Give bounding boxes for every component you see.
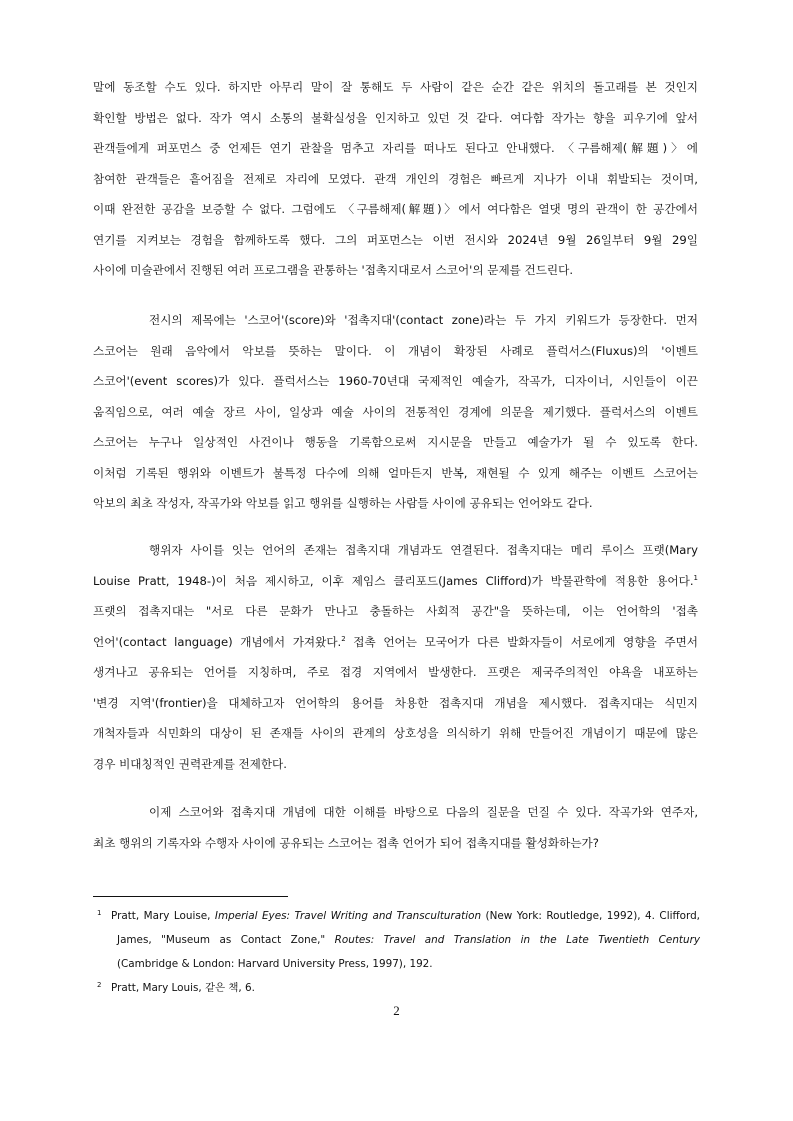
text-line: 생겨나고 공유되는 언어를 지칭하며, 주로 접경 지역에서 발생한다. 프랫은 제국주의적인 야욕을 내포하는 <box>93 665 698 679</box>
text-line: 경우 비대칭적인 권력관계를 전제한다. <box>93 756 287 771</box>
footnote-text: Pratt, Mary Louise, <box>111 910 215 922</box>
text-line: 움직임으로, 여러 예술 장르 사이, 일상과 예술 사이의 전통적인 경계에 의문을 제기했다. 플럭서스의 이벤트 <box>93 404 698 419</box>
paragraph-2 <box>93 305 698 519</box>
footnotes <box>93 904 700 1000</box>
text-line: 최초 행위의 기록자와 수행자 사이에 공유되는 스코어는 접촉 언어가 되어 접촉지대를 활성화하는가? <box>93 835 599 850</box>
text-line: 악보의 최초 작성자, 작곡가와 악보를 읽고 행위를 실행하는 사람들 사이에 공유되는 언어와도 같다. <box>93 496 593 510</box>
text-segment: 접촉 언어는 모국어가 다른 발화자들이 서로에게 영향을 주면서 <box>345 634 698 649</box>
paragraph-4 <box>93 797 698 858</box>
text-line: 행위자 사이를 잇는 언어의 존재는 접촉지대 개념과도 연결된다. 접촉지대는 메리 루이스 프랫(Mary <box>149 543 698 557</box>
paragraph-1 <box>93 72 698 286</box>
text-line: 관객들에게 퍼포먼스 중 언제든 연기 관찰을 멈추고 자리를 떠나도 된다고 안내했다. 〈구름해제(解題)〉에 <box>93 141 698 155</box>
text-line: 사이에 미술관에서 진행된 여러 프로그램을 관통하는 '접촉지대로서 스코어'의 문제를 건드린다. <box>93 263 574 277</box>
footnote-1-continued: (Cambridge & London: Harvard University Press, 1997), 192. <box>117 958 433 970</box>
text-line: 개척자들과 식민화의 대상이 된 존재들 사이의 관계의 상호성을 의식하기 위해 만들어진 개념이기 때문에 많은 <box>93 726 698 740</box>
text-line: 이제 스코어와 접촉지대 개념에 대한 이해를 바탕으로 다음의 질문을 던질 수 있다. 작곡가와 연주자, <box>149 805 698 819</box>
text-line-content <box>93 635 698 649</box>
footnote-text: Pratt, Mary Louis, 같은 책, 6. <box>111 982 255 994</box>
text-line: 프랫의 접촉지대는 "서로 다른 문화가 만나고 충돌하는 사회적 공간"을 뜻하는데, 이는 언어학의 '접촉 <box>93 604 698 618</box>
footnote-1: 1 Pratt, Mary Louise, Imperial Eyes: Travel Writing and Transculturation (New York: Routledge, 1992), 4. Clifford, <box>97 909 700 922</box>
text-line: 참여한 관객들은 흩어짐을 전제로 자리에 모였다. 관객 개인의 경험은 빠르게 지나가 이내 휘발되는 것이며, <box>93 171 698 186</box>
footnote-book-title: Routes: Travel and Translation in the Late Twentieth Century <box>334 934 700 946</box>
text-line-content: Louise Pratt, 1948-)이 처음 제시하고, 이후 제임스 클리포드(James Clifford)가 박물관학에 적용한 용어다. <box>93 573 694 588</box>
paragraph-3 <box>93 535 698 779</box>
text-line: 연기를 지켜보는 경험을 함께하도록 했다. 그의 퍼포먼스는 이번 전시와 2024년 9월 26일부터 9월 29일 <box>93 232 698 247</box>
text-line: 스코어는 누구나 일상적인 사건이나 행동을 기록함으로써 지시문을 만들고 예술가가 될 수 있도록 한다. <box>93 435 698 449</box>
text-line: 이처럼 기록된 행위와 이벤트가 불특정 다수에 의해 얼마든지 반복, 재현될 수 있게 해주는 이벤트 스코어는 <box>93 465 698 480</box>
text-segment: 언어'(contact language) 개념에서 가져왔다. <box>93 634 342 649</box>
footnote-divider <box>93 896 288 897</box>
text-line: 스코어'(event scores)가 있다. 플럭서스는 1960-70년대 국제적인 예술가, 작곡가, 디자이너, 시인들이 이끈 <box>93 374 698 388</box>
text-line: '변경 지역'(frontier)을 대체하고자 언어학의 용어를 차용한 접촉지대 개념을 제시했다. 접촉지대는 식민지 <box>93 695 698 710</box>
footnote-text: James, "Museum as Contact Zone," <box>117 934 335 946</box>
footnote-1-continued <box>93 928 700 952</box>
text-line: 전시의 제목에는 '스코어'(score)와 '접촉지대'(contact zone)라는 두 가지 키워드가 등장한다. 먼저 <box>149 313 698 327</box>
text-line-with-footnote <box>93 566 698 597</box>
text-line: 이때 완전한 공감을 보증할 수 없다. 그럼에도 〈구름해제(解題)〉에서 여다함은 열댓 명의 관객이 한 공간에서 <box>93 202 698 216</box>
page-number: 2 <box>393 1003 400 1018</box>
footnote-book-title: Imperial Eyes: Travel Writing and Transculturation <box>214 910 482 922</box>
text-line: 말에 동조할 수도 있다. 하지만 아무리 말이 잘 통해도 두 사람이 같은 순간 같은 위치의 돌고래를 본 것인지 <box>93 80 698 94</box>
footnote-text: (New York: Routledge, 1992), 4. Clifford, <box>481 910 700 922</box>
text-line: 확인할 방법은 없다. 작가 역시 소통의 불확실성을 인지하고 있던 것 같다. 여다함 작가는 향을 피우기에 앞서 <box>93 110 698 125</box>
footnote-ref-1[interactable]: 1 <box>693 573 698 582</box>
footnote-2: 2 Pratt, Mary Louis, 같은 책, 6. <box>97 981 255 994</box>
text-line: 스코어는 원래 음악에서 악보를 뜻하는 말이다. 이 개념이 확장된 사례로 플럭서스(Fluxus)의 '이벤트 <box>93 343 698 358</box>
text-line-with-footnote <box>93 627 698 658</box>
footnote-ref-2[interactable]: 2 <box>341 634 346 643</box>
